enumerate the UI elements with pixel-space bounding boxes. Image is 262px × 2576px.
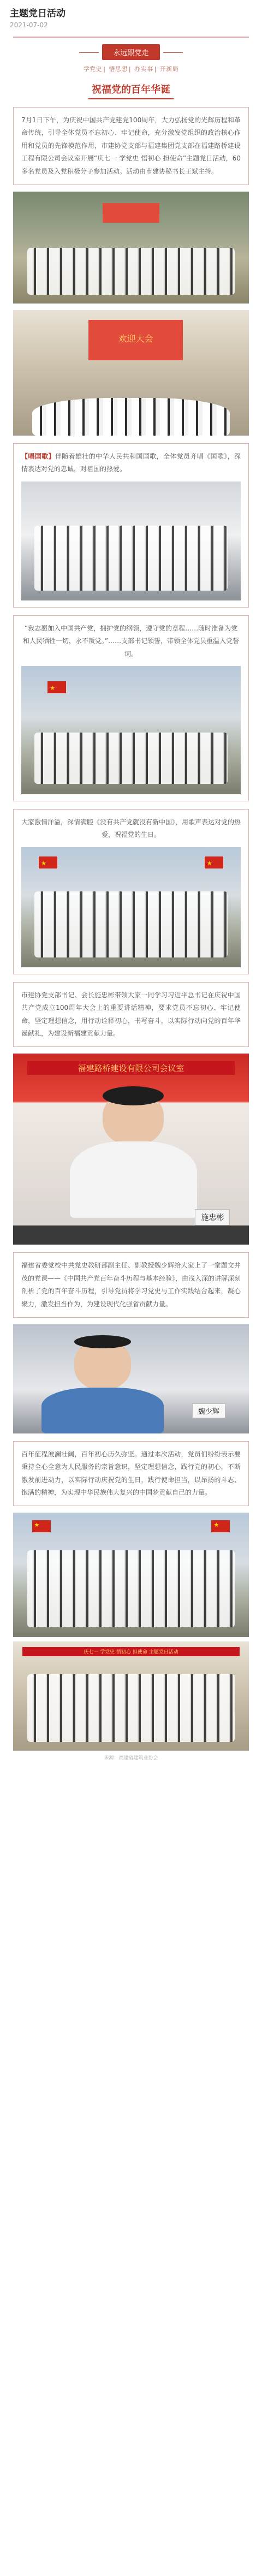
song-photo	[21, 847, 241, 967]
crowd-graphic	[27, 248, 235, 295]
closing-group-photo	[13, 1513, 249, 1637]
article-title: 主题党日活动	[10, 8, 66, 19]
lecturer-shirt	[41, 1388, 164, 1433]
oath-section	[13, 615, 249, 801]
theme-tags: 学党史 | 悟思想 | 办实事 | 开新局	[83, 66, 179, 73]
room-banner-text: 欢迎大会	[118, 334, 153, 344]
article-body	[13, 37, 249, 1761]
final-crowd	[27, 1674, 235, 1742]
banner-row	[13, 44, 249, 60]
oath-text: “我志愿加入中国共产党，拥护党的纲领，遵守党的章程……随时准备为党和人民牺牲一切，永不叛党。”……支部书记领誓，带领全体党员重温入党誓词。	[22, 624, 240, 658]
flag-left	[39, 856, 57, 868]
tag-item: 办实事	[134, 66, 153, 73]
footer-caption: 来源：福建省建筑业协会	[104, 1756, 158, 1762]
group-photo-hall	[13, 192, 249, 304]
final-hall-photo	[13, 1641, 249, 1751]
tag-item: 学党史	[83, 66, 103, 73]
anthem-text: 伴随着雄壮的中华人民共和国国歌，全体党员齐唱《国歌》，深情表达对党的忠诚，对祖国的热爱。	[21, 453, 241, 473]
closing-section	[13, 1441, 249, 1507]
oath-crowd	[34, 733, 228, 784]
attendees-graphic	[32, 398, 230, 436]
anthem-label: 【唱国歌】	[21, 453, 55, 461]
hall-banner-text: 庆七一 学党史 悟初心 担使命 主题党日活动	[22, 1647, 239, 1656]
lecture-text: 市建协党支部书记、会长施忠彬带领大家一同学习习近平总书记在庆祝中国共产党成立100周年大会上的重要讲话精神，要求党员不忘初心、牢记使命，坚定理想信念，用行动诠释初心，书写奋斗，以实际行动向党的百年华诞献礼，为建设新福建贡献力量。	[21, 991, 241, 1037]
anthem-photo	[21, 481, 241, 600]
lecture-section	[13, 982, 249, 1048]
talk-section	[13, 1252, 249, 1318]
closing-flag-left	[32, 1520, 51, 1532]
closing-crowd	[27, 1550, 235, 1627]
stage-banner-text: 福建路桥建设有限公司会议室	[27, 1061, 235, 1075]
screen-graphic	[103, 203, 159, 223]
lecturer-nameplate: 魏少辉	[192, 1403, 225, 1418]
publish-date: 2021-07-02	[10, 21, 48, 29]
theme-banner: 永远跟党走	[102, 44, 159, 60]
talk-text: 福建省委党校中共党史教研部副主任、副教授魏少辉给大家上了一堂题文并茂的党课——《中国共产党百年奋斗历程与基本经验》，由浅入深的讲解深刻剖析了党的百年奋斗历程，引导党员将学习党史与工作实践结合起来，凝心聚力，激发担当作为，为建设现代化强省贡献力量。	[21, 1262, 241, 1308]
section-title-wrap	[13, 82, 249, 99]
meeting-room-photo	[13, 310, 249, 436]
party-flag-graphic	[47, 681, 66, 693]
tag-item: 开新局	[159, 66, 179, 73]
section-title: 祝福党的百年华诞	[88, 82, 174, 99]
intro-paragraph: 7月1日下午，为庆祝中国共产党建党100周年，大力弘扬党的光辉历程和革命传统，引导全体党员不忘初心、牢记使命，充分激发党组织的政治核心作用和党员的先锋模范作用，市建协党支部与福建集团党支部在福建路桥建设工程有限公司会议室开展“庆七一 学党史 悟初心 担使命”主题党日活动，60多名党员及入党积极分子参加活动。活动由市建协秘书长王斌主持。	[13, 107, 249, 185]
anthem-note	[13, 443, 249, 608]
song-section	[13, 809, 249, 974]
speaker-shirt	[70, 1141, 197, 1218]
closing-text: 百年征程波澜壮阔，百年初心历久弥坚。通过本次活动，党员们纷纷表示要秉持全心全意为人民服务的宗旨意识，坚定理想信念，践行党的初心，不断激发前进动力，以实际行动庆祝党的生日，践行使命担当，以昂扬的斗志、饱满的精神，为实现中华民族伟大复兴的中国梦贡献自己的力量。	[21, 1450, 241, 1497]
oath-photo	[21, 666, 241, 794]
desk-graphic	[13, 1225, 249, 1245]
speaker-nameplate: 施忠彬	[195, 1209, 230, 1225]
speaker-photo-1	[13, 1054, 249, 1245]
flag-right	[205, 856, 223, 868]
anthem-crowd	[34, 526, 228, 591]
speaker-photo-2	[13, 1324, 249, 1433]
tag-item: 悟思想	[109, 66, 128, 73]
song-crowd	[34, 891, 228, 957]
projection-screen	[88, 320, 183, 360]
speaker-hair	[103, 1086, 164, 1105]
song-text: 大家激情洋溢，深情满腔《没有共产党就没有新中国》，用歌声表达对党的热爱，祝福党的生日。	[21, 818, 241, 839]
header-rule	[13, 37, 249, 38]
closing-flag-right	[211, 1520, 230, 1532]
article-header	[0, 0, 262, 33]
lecturer-hair	[74, 1335, 131, 1348]
